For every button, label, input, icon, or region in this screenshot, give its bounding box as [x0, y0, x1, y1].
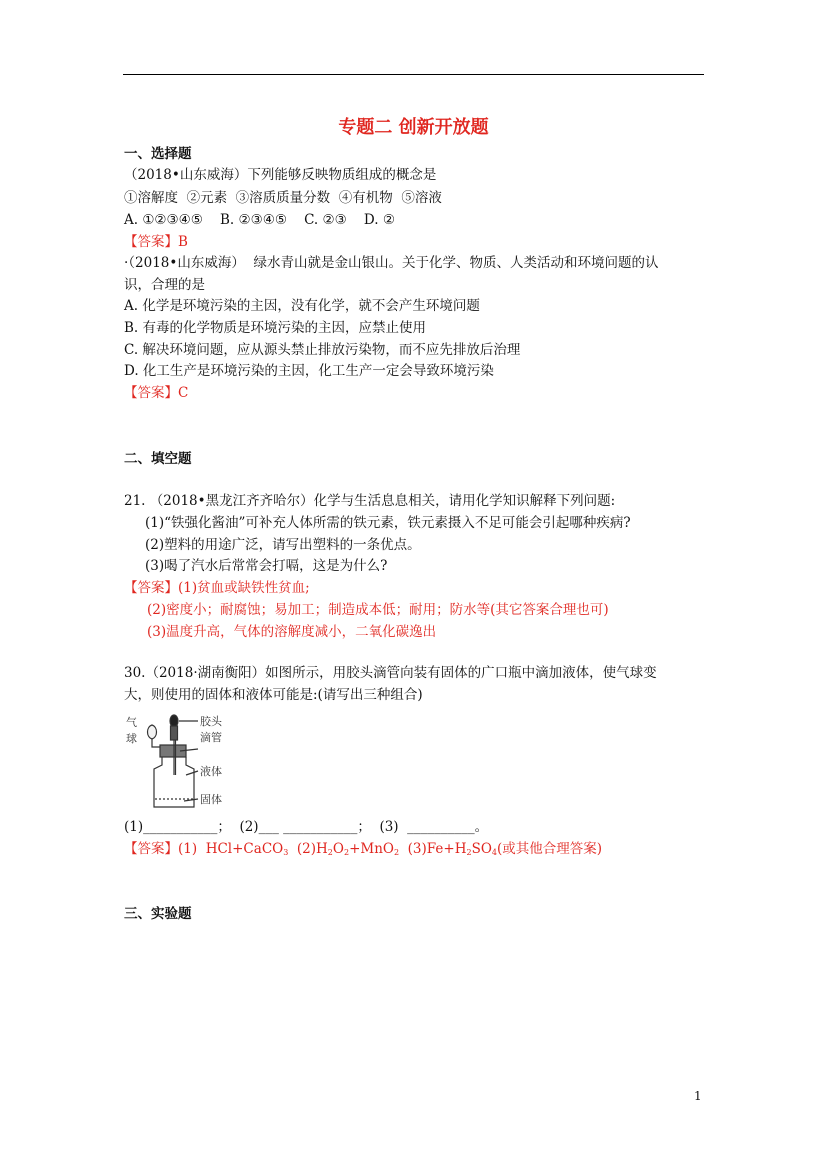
fig-label-balloon-2: 球	[126, 732, 137, 745]
section-heading-fill: 二、填空题	[124, 451, 192, 467]
q21-answer-3: (3)温度升高，气体的溶解度减小，二氧化碳逸出	[147, 624, 437, 640]
q2-option-b: B. 有毒的化学物质是环境污染的主因，应禁止使用	[124, 320, 427, 336]
q21-part3: (3)喝了汽水后常常会打嗝，这是为什么?	[145, 558, 388, 574]
q2-option-a: A. 化学是环境污染的主因，没有化学，就不会产生环境问题	[124, 298, 480, 314]
fig-label-dropper-1: 胶头	[200, 715, 222, 728]
q1-answer: 【答案】B	[124, 234, 188, 250]
q30-blanks: (1)___________； (2)___ ___________； (3) __________。	[124, 819, 489, 835]
header-rule	[123, 74, 704, 75]
q21-part1: (1)“铁强化酱油”可补充人体所需的铁元素，铁元素摄入不足可能会引起哪种疾病?	[145, 515, 631, 531]
q21-stem: 21. （2018•黑龙江齐齐哈尔）化学与生活息息相关，请用化学知识解释下列问题:	[124, 493, 616, 509]
q1-options: A. ①②③④⑤ B. ②③④⑤ C. ②③ D. ②	[124, 212, 395, 228]
q2-option-d: D. 化工生产是环境污染的主因，化工生产一定会导致环境污染	[124, 363, 494, 379]
q21-part2: (2)塑料的用途广泛，请写出塑料的一条优点。	[145, 537, 421, 553]
q2-stem-line1: ·（2018•山东威海） 绿水青山就是金山银山。关于化学、物质、人类活动和环境问题的认	[124, 255, 659, 271]
q2-stem-line2: 识，合理的是	[124, 277, 205, 293]
q30-answer: 【答案】(1) HCl+CaCO$_3$ $(2)H_2O_2+MnO_2$ $(3)Fe+H_2SO_4$(或其他合理答案)	[124, 841, 603, 857]
fig-label-dropper-2: 滴管	[200, 731, 222, 744]
q21-answer-2: (2)密度小；耐腐蚀；易加工；制造成本低；耐用；防水等(其它答案合理也可)	[147, 602, 609, 618]
q30-stem-line1: 30.（2018·湖南衡阳）如图所示，用胶头滴管向装有固体的广口瓶中滴加液体，使气球变	[124, 665, 657, 681]
q30-stem-line2: 大，则使用的固体和液体可能是:(请写出三种组合)	[124, 687, 423, 703]
section-heading-experiment: 三、实验题	[124, 906, 192, 922]
fig-label-solid: 固体	[200, 793, 222, 806]
section-heading-choice: 一、选择题	[124, 146, 192, 162]
fig-label-balloon-1: 气	[126, 716, 137, 729]
page-title: 专题二 创新开放题	[338, 117, 489, 138]
page-number: 1	[694, 1089, 702, 1103]
q2-answer: 【答案】C	[124, 385, 189, 401]
apparatus-figure	[124, 713, 234, 815]
q21-answer-1: 【答案】(1)贫血或缺铁性贫血;	[124, 580, 310, 596]
q2-option-c: C. 解决环境问题，应从源头禁止排放污染物，而不应先排放后治理	[124, 342, 521, 358]
fig-label-liquid: 液体	[200, 765, 222, 778]
q1-stem: （2018•山东威海）下列能够反映物质组成的概念是	[124, 167, 437, 183]
q1-items: ①溶解度 ②元素 ③溶质质量分数 ④有机物 ⑤溶液	[124, 190, 442, 206]
